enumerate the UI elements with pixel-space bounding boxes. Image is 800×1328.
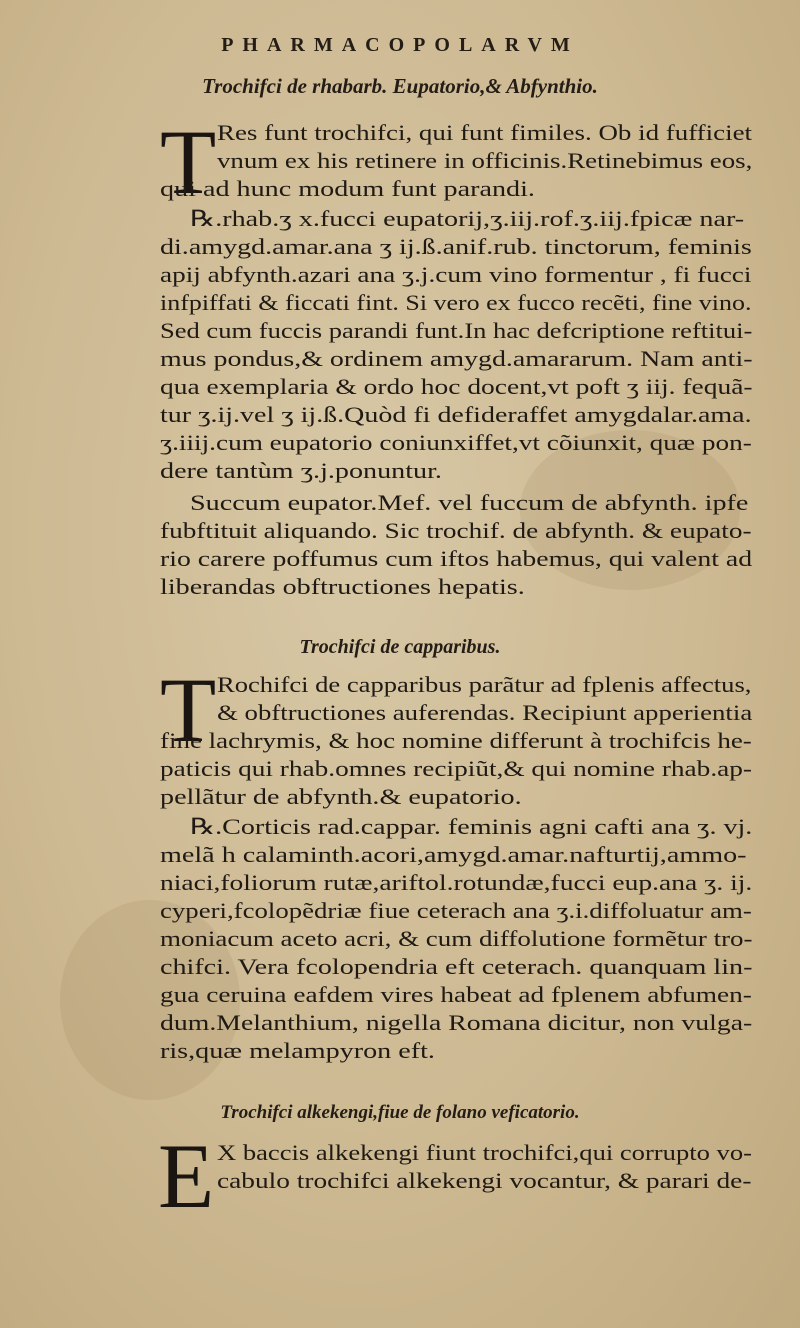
- text-line: dum.Melanthium, nigella Romana dicitur, non vulga-: [160, 1010, 753, 1035]
- drop-cap: T: [160, 111, 217, 213]
- text-line: paticis qui rhab.omnes recipiũt,& qui nomine rhab.ap-: [160, 756, 753, 781]
- text-line: apij abfynth.azari ana ʒ.j.cum vino formentur , fi fucci: [160, 262, 752, 287]
- text-line: ℞.Corticis rad.cappar. feminis agni cafti ana ʒ. vj.: [190, 814, 753, 839]
- text-line: & obftructiones auferendas. Recipiunt apperientia: [217, 700, 753, 725]
- text-line: ℞.rhab.ʒ x.fucci eupatorij,ʒ.iij.rof.ʒ.iij.fpicæ nar-: [190, 206, 745, 231]
- drop-cap: T: [160, 659, 217, 761]
- text-line: cyperi,fcolopẽdriæ fiue ceterach ana ʒ.i.diffoluatur am-: [160, 898, 752, 923]
- text-line: fine lachrymis, & hoc nomine differunt à trochifcis he-: [160, 728, 752, 753]
- text-line: melã h calaminth.acori,amygd.amar.nafturtij,ammo-: [160, 842, 747, 867]
- text-line: vnum ex his retinere in officinis.Retinebimus eos,: [217, 148, 753, 173]
- text-line: moniacum aceto acri, & cum diffolutione formẽtur tro-: [160, 926, 753, 951]
- drop-cap: E: [158, 1125, 215, 1227]
- section-title-alkekengi: Trochifci alkekengi,fiue de folano veficatorio.: [220, 1102, 580, 1123]
- text-line: qui ad hunc modum funt parandi.: [160, 176, 535, 201]
- text-line: chifci. Vera fcolopendria eft ceterach. quanquam lin-: [160, 954, 753, 979]
- text-line: Sed cum fuccis parandi funt.In hac defcriptione reftitui-: [160, 318, 753, 343]
- text-line: cabulo trochifci alkekengi vocantur, & parari de-: [217, 1168, 752, 1193]
- section-title-capparibus: Trochifci de capparibus.: [299, 636, 501, 658]
- text-line: ris,quæ melampyron eft.: [160, 1038, 435, 1063]
- text-line: Res funt trochifci, qui funt fimiles. Ob id fufficiet: [217, 120, 753, 145]
- text-line: ʒ.iiij.cum eupatorio coniunxiffet,vt cõiunxit, quæ pon-: [160, 430, 752, 455]
- text-line: Succum eupator.Mef. vel fuccum de abfynth. ipfe: [190, 490, 749, 515]
- text-line: mus pondus,& ordinem amygd.amararum. Nam anti-: [160, 346, 753, 371]
- text-line: fubftituit aliquando. Sic trochif. de abfynth. & eupato-: [160, 518, 752, 543]
- text-line: liberandas obftructiones hepatis.: [160, 574, 525, 599]
- text-line: tur ʒ.ij.vel ʒ ij.ß.Quòd fi defideraffet amygdalar.ama.: [160, 402, 752, 427]
- text-line: infpiffati & ficcati fint. Si vero ex fucco recẽti, fine vino.: [160, 290, 752, 315]
- text-line: pellãtur de abfynth.& eupatorio.: [160, 784, 522, 809]
- section-title-rhabarb: Trochifci de rhabarb. Eupatorio,& Abfynthio.: [202, 74, 598, 98]
- text-line: qua exemplaria & ordo hoc docent,vt poft ʒ iij. fequã-: [160, 374, 753, 399]
- text-line: rio carere poffumus cum iftos habemus, qui valent ad: [160, 546, 753, 571]
- text-line: Rochifci de capparibus parãtur ad fplenis affectus,: [217, 672, 752, 697]
- text-line: di.amygd.amar.ana ʒ ij.ß.anif.rub. tinctorum, feminis: [160, 234, 752, 259]
- text-line: X baccis alkekengi fiunt trochifci,qui corrupto vo-: [217, 1140, 752, 1165]
- text-line: gua ceruina eafdem vires habeat ad fplenem abfumen-: [160, 982, 752, 1007]
- text-line: niaci,foliorum rutæ,ariftol.rotundæ,fucci eup.ana ʒ. ij.: [160, 870, 753, 895]
- text-line: dere tantùm ʒ.j.ponuntur.: [160, 458, 442, 483]
- running-head: PHARMACOPOLARVM: [221, 34, 579, 56]
